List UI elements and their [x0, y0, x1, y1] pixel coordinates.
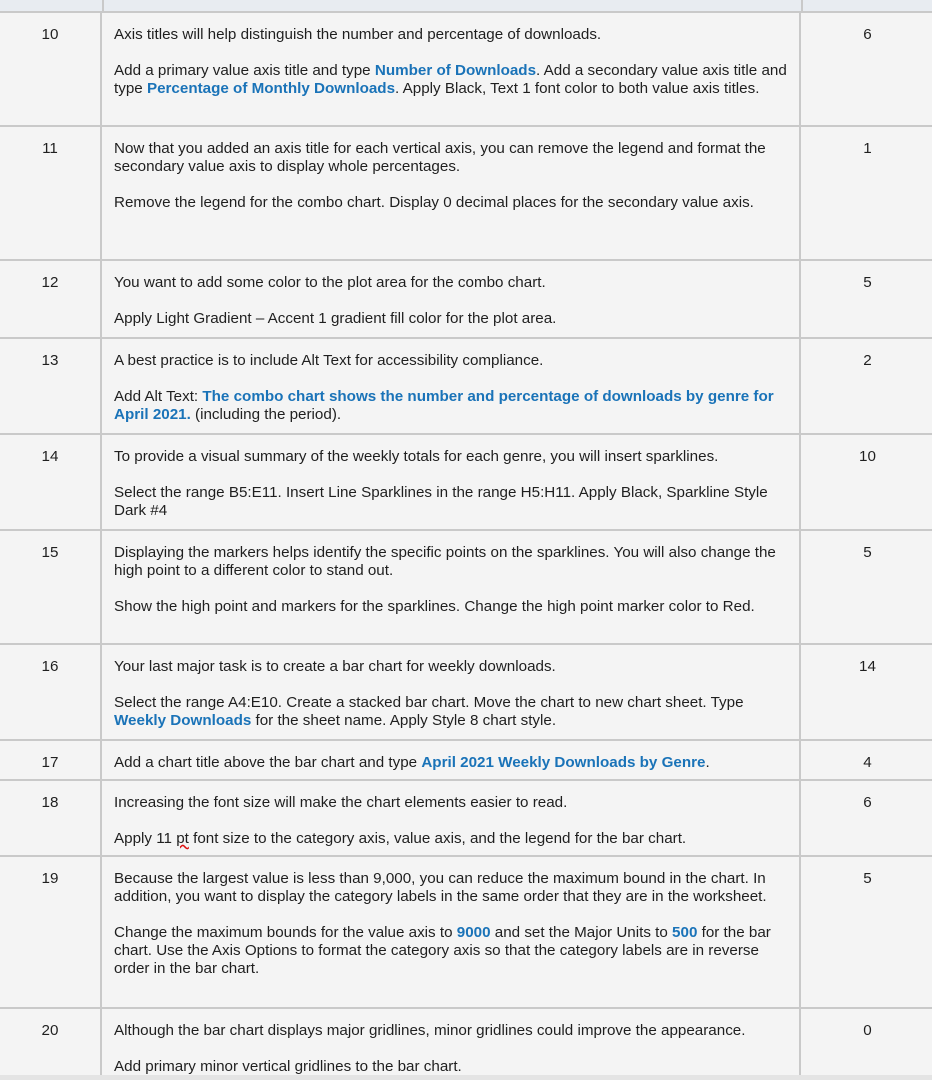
misspelled-word: pt: [176, 830, 189, 847]
step-number: 13: [0, 339, 102, 433]
step-points: 5: [863, 870, 872, 887]
step-description: [104, 339, 801, 433]
text-run: .: [705, 754, 710, 771]
step-row: [0, 855, 932, 1007]
step-row: [0, 529, 932, 643]
step-points: 4: [863, 754, 872, 771]
step-number: 18: [0, 781, 102, 855]
step-description: [104, 531, 801, 643]
step-intro: Displaying the markers helps identify the specific points on the sparklines. You will also change the high point to a different color to stand out.: [114, 544, 776, 579]
step-points: 5: [863, 544, 872, 561]
step-number: 15: [0, 531, 102, 643]
step-description: [104, 741, 801, 779]
step-row: [0, 11, 932, 125]
text-run: Add Alt Text:: [114, 388, 203, 405]
step-intro: Axis titles will help distinguish the number and percentage of downloads.: [114, 26, 602, 43]
step-instruction: [114, 598, 789, 616]
text-run: Select the range A4:E10. Create a stacked bar chart. Move the chart to new chart sheet. Type: [114, 694, 744, 711]
step-number: 19: [0, 857, 102, 1007]
step-intro: Increasing the font size will make the chart elements easier to read.: [114, 794, 568, 811]
text-run: font size to the category axis, value axis, and the legend for the bar chart.: [188, 830, 687, 847]
text-run: Add primary minor vertical gridlines to the bar chart.: [114, 1058, 462, 1075]
step-number: 12: [0, 261, 102, 337]
step-number: 14: [0, 435, 102, 529]
step-instruction: [114, 310, 789, 328]
step-description: [104, 435, 801, 529]
step-intro: You want to add some color to the plot area for the combo chart.: [114, 274, 546, 291]
step-number: 20: [0, 1009, 102, 1080]
text-run: for the bar chart. Use the Axis Options to format the category axis so that the category labels are in reverse order in the bar chart.: [114, 924, 771, 977]
step-points: 1: [863, 140, 872, 157]
step-intro: Now that you added an axis title for each vertical axis, you can remove the legend and format the secondary value axis to display whole percentages.: [114, 140, 766, 175]
step-row: [0, 433, 932, 529]
step-row: [0, 337, 932, 433]
step-intro: Because the largest value is less than 9,000, you can reduce the maximum bound in the chart. In addition, you want to display the category labels in the same order that they are in the worksheet.: [114, 870, 767, 905]
step-row: [0, 643, 932, 739]
step-number: 17: [0, 741, 102, 779]
step-intro: Although the bar chart displays major gridlines, minor gridlines could improve the appearance.: [114, 1022, 746, 1039]
step-points: 2: [863, 352, 872, 369]
text-run: Add a chart title above the bar chart and type: [114, 754, 422, 771]
table-bottom-edge: [0, 1075, 932, 1080]
step-number: 10: [0, 13, 102, 125]
step-description: [104, 127, 801, 259]
text-run: Remove the legend for the combo chart. Display 0 decimal places for the secondary value axis.: [114, 194, 754, 211]
step-row: [0, 1007, 932, 1080]
text-run: Apply 11: [114, 830, 177, 847]
step-intro: To provide a visual summary of the weekly totals for each genre, you will insert sparklines.: [114, 448, 719, 465]
text-run: Apply Light Gradient – Accent 1 gradient fill color for the plot area.: [114, 310, 557, 327]
text-run: Show the high point and markers for the sparklines. Change the high point marker color to Red.: [114, 598, 755, 615]
step-description: [104, 13, 801, 125]
table-top-edge: [0, 0, 932, 11]
step-number: 11: [0, 127, 102, 259]
step-number: 16: [0, 645, 102, 739]
step-points: 6: [863, 794, 872, 811]
text-run: . Apply Black, Text 1 font color to both value axis titles.: [395, 80, 760, 97]
step-instruction: [114, 694, 789, 730]
step-intro: A best practice is to include Alt Text for accessibility compliance.: [114, 352, 544, 369]
text-run: for the sheet name. Apply Style 8 chart style.: [251, 712, 557, 729]
text-run: Add a primary value axis title and type: [114, 62, 375, 79]
text-run: (including the period).: [190, 406, 342, 423]
step-points: 14: [859, 658, 876, 675]
step-row: [0, 739, 932, 779]
step-points: 10: [859, 448, 876, 465]
text-run: and set the Major Units to: [490, 924, 673, 941]
highlighted-text: April 2021 Weekly Downloads by Genre: [421, 754, 706, 771]
step-instruction: [114, 484, 789, 520]
text-run: . Add a secondary value axis title and type: [114, 62, 787, 97]
step-description: [104, 1009, 801, 1080]
step-instruction: [114, 62, 789, 98]
highlighted-text: 9000: [456, 924, 491, 941]
step-intro: Your last major task is to create a bar chart for weekly downloads.: [114, 658, 556, 675]
step-description: [104, 857, 801, 1007]
highlighted-text: 500: [672, 924, 698, 941]
step-description: [104, 645, 801, 739]
text-run: Change the maximum bounds for the value axis to: [114, 924, 457, 941]
step-points: 0: [863, 1022, 872, 1039]
highlighted-text: The combo chart shows the number and percentage of downloads by genre for April 2021.: [114, 388, 774, 423]
step-description: [104, 261, 801, 337]
step-intro: [114, 754, 789, 772]
highlighted-text: Weekly Downloads: [114, 712, 252, 729]
text-run: Select the range B5:E11. Insert Line Sparklines in the range H5:H11. Apply Black, Sparkline Style Dark #4: [114, 484, 768, 519]
step-instruction: [114, 830, 789, 848]
step-description: [104, 781, 801, 855]
step-points: 6: [863, 26, 872, 43]
highlighted-text: Number of Downloads: [374, 62, 537, 79]
step-row: [0, 259, 932, 337]
step-instruction: [114, 924, 789, 978]
step-row: [0, 779, 932, 855]
step-row: [0, 125, 932, 259]
step-instruction: [114, 194, 789, 212]
highlighted-text: Percentage of Monthly Downloads: [146, 80, 396, 97]
step-points: 5: [863, 274, 872, 291]
step-instruction: [114, 388, 789, 424]
step-instruction: [114, 1058, 789, 1076]
